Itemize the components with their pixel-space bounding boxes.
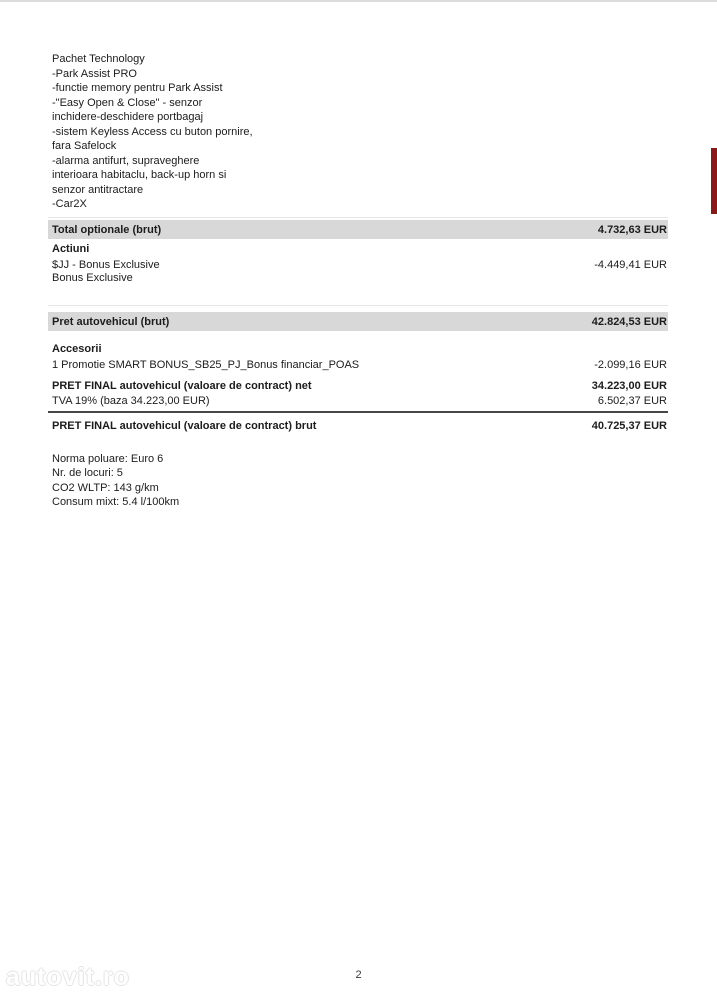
package-line: -alarma antifurt, supraveghere [52,154,200,167]
spec-line: Consum mixt: 5.4 l/100km [52,496,180,508]
pret-brut-row [48,312,668,331]
final-brut-row [48,419,668,434]
accesorii-item-value: -2.099,16 EUR [594,358,667,371]
package-line: interioara habitaclu, back-up horn si [52,169,227,181]
final-brut-value: 40.725,37 EUR [591,420,667,433]
package-line: -Car2X [52,198,87,210]
separator-hairline [48,305,668,306]
total-optionale-row [48,220,668,239]
tva-label: TVA 19% (baza 34.223,00 EUR) [52,394,210,407]
package-line: Pachet Technology [52,53,145,65]
package-line: inchidere-deschidere portbagaj [52,111,204,123]
package-line: senzor antitractare [52,183,144,196]
accesorii-item-label: 1 Promotie SMART BONUS_SB25_PJ_Bonus financiar_POAS [52,358,360,371]
separator-hairline [48,217,668,218]
package-line: -functie memory pentru Park Assist [52,82,223,94]
actiuni-item-label: $JJ - Bonus Exclusive [52,258,160,271]
pret-brut-value: 42.824,53 EUR [591,315,667,328]
package-line: -sistem Keyless Access cu buton pornire, [52,125,253,138]
spec-line: CO2 WLTP: 143 g/km [52,481,159,494]
final-brut-label: PRET FINAL autovehicul (valoare de contract) brut [52,420,317,433]
top-edge-scan-line [0,0,717,2]
spec-line: Nr. de locuri: 5 [52,467,123,479]
package-feature-list [52,52,253,212]
final-net-value: 34.223,00 EUR [591,380,667,393]
package-line: -Park Assist PRO [52,67,137,80]
actiuni-item-value: -4.449,41 EUR [594,258,667,271]
tva-row [48,394,668,409]
red-edge-marker [711,148,717,214]
specs-block [52,452,179,510]
spec-line: Norma poluare: Euro 6 [52,452,164,465]
actiuni-item-subtext: Bonus Exclusive [52,272,133,284]
package-line: fara Safelock [52,140,117,152]
page-number: 2 [355,969,362,981]
total-optionale-label: Total optionale (brut) [52,223,162,236]
pret-brut-label: Pret autovehicul (brut) [52,315,170,328]
final-net-row [48,379,668,394]
autovit-watermark: autovit.ro [6,963,130,991]
total-optionale-value: 4.732,63 EUR [597,223,667,236]
accesorii-heading: Accesorii [52,343,102,355]
package-line: -"Easy Open & Close" - senzor [52,96,203,109]
final-net-label: PRET FINAL autovehicul (valoare de contract) net [52,380,312,393]
actiuni-heading: Actiuni [52,243,90,255]
total-separator-rule [48,411,668,413]
actiuni-item-row [48,258,668,273]
tva-value: 6.502,37 EUR [597,394,667,407]
accesorii-item-row [48,358,668,373]
